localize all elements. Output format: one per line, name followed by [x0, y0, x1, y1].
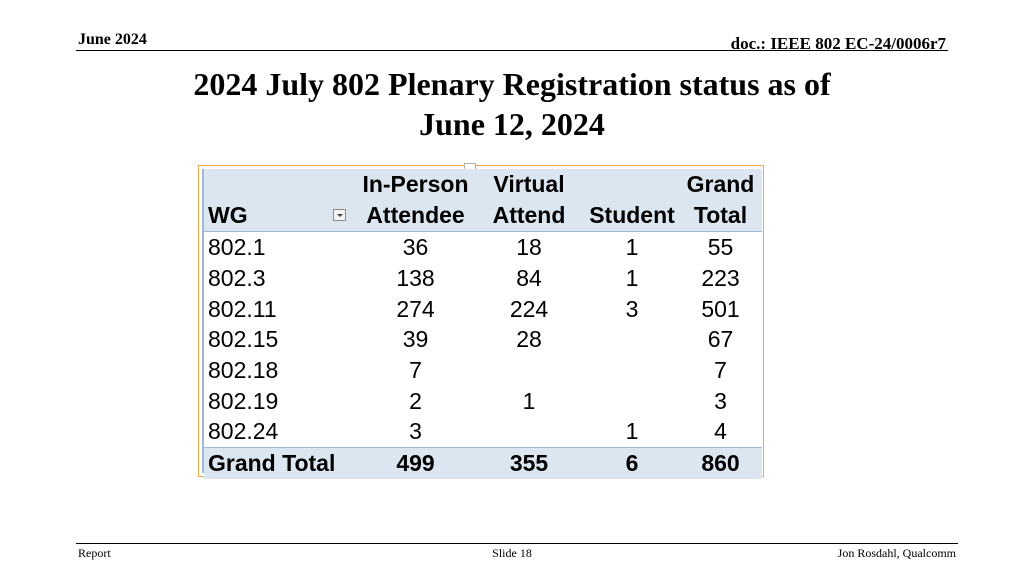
- cell-total-virtual: 355: [473, 447, 585, 479]
- cell-wg: 802.19: [208, 387, 279, 414]
- cell-total-student: 6: [585, 447, 679, 479]
- footer-left: Report: [78, 546, 111, 560]
- cell-total: 7: [714, 357, 727, 384]
- cell-student: [585, 385, 679, 416]
- footer-slide-number: Slide 18: [492, 546, 532, 560]
- cell-wg: 802.11: [208, 295, 277, 322]
- header-virtual-top: Virtual: [493, 171, 565, 197]
- footer-divider: [76, 543, 958, 544]
- cell-total-in-person: 499: [358, 447, 473, 479]
- cell-student: 1: [625, 265, 639, 292]
- table-row: [204, 232, 762, 263]
- cell-virtual: 28: [516, 326, 542, 353]
- cell-in-person: 138: [396, 265, 435, 292]
- cell-wg: 802.24: [208, 418, 279, 445]
- cell-student: [585, 355, 679, 386]
- header-student-top: [585, 169, 679, 200]
- cell-in-person: 3: [409, 418, 422, 445]
- cell-total: 67: [707, 326, 734, 353]
- cell-total: 501: [701, 295, 740, 322]
- cell-virtual: 1: [522, 387, 536, 414]
- cell-total: 55: [707, 234, 734, 261]
- header-student: Student: [585, 200, 679, 232]
- cell-virtual: [473, 355, 585, 386]
- cell-in-person: 39: [402, 326, 429, 353]
- cell-total: 223: [701, 265, 740, 292]
- cell-wg: 802.15: [208, 326, 279, 353]
- header-divider: [76, 50, 948, 51]
- header-grand-top: Grand: [686, 171, 755, 197]
- slide-title-line1: 2024 July 802 Plenary Registration status as of: [193, 66, 831, 102]
- cell-student: [585, 324, 679, 355]
- grand-total-row: [204, 447, 762, 479]
- cell-virtual: 224: [509, 295, 549, 322]
- cell-in-person: 274: [396, 295, 435, 322]
- cell-wg: 802.18: [208, 357, 279, 384]
- cell-virtual: 84: [516, 265, 542, 292]
- cell-wg: 802.1: [208, 234, 266, 261]
- cell-virtual: 18: [516, 234, 542, 261]
- header-date: June 2024: [78, 31, 147, 48]
- header-wg-top: [204, 169, 358, 200]
- cell-in-person: 7: [409, 357, 422, 384]
- filter-dropdown-icon[interactable]: [333, 209, 346, 221]
- header-doc-id: doc.: IEEE 802 EC-24/0006r7: [730, 34, 946, 53]
- header-virtual-bottom: Attend: [473, 200, 585, 232]
- slide-title: [0, 64, 1024, 144]
- table-row: [204, 355, 762, 386]
- footer-author: Jon Rosdahl, Qualcomm: [837, 546, 956, 560]
- table-row: [204, 263, 762, 294]
- cell-in-person: 36: [402, 234, 429, 261]
- header-in-person-bottom: Attendee: [358, 200, 473, 232]
- cell-wg: 802.3: [208, 265, 266, 292]
- cell-total-grand: 860: [679, 447, 762, 479]
- header-wg-label: WG: [208, 202, 248, 228]
- registration-table: [204, 169, 762, 479]
- table-row: [204, 324, 762, 355]
- cell-student: 1: [625, 234, 639, 261]
- cell-virtual: [473, 416, 585, 447]
- table-header-row-2: [204, 200, 762, 232]
- header-in-person-top: In-Person: [362, 171, 469, 197]
- cell-grand-total-label: Grand Total: [204, 447, 358, 479]
- table-row: [204, 416, 762, 447]
- table-row: [204, 293, 762, 324]
- header-wg: [204, 200, 358, 232]
- header-grand-bottom: Total: [679, 200, 762, 232]
- cell-in-person: 2: [409, 387, 422, 414]
- slide-title-line2: June 12, 2024: [419, 106, 605, 142]
- table-row: [204, 385, 762, 416]
- cell-student: 1: [625, 418, 639, 445]
- cell-total: 3: [714, 387, 727, 414]
- cell-total: 4: [714, 418, 727, 445]
- registration-pivot-table: [198, 165, 764, 477]
- table-header-row-1: [204, 169, 762, 200]
- cell-student: 3: [625, 295, 639, 322]
